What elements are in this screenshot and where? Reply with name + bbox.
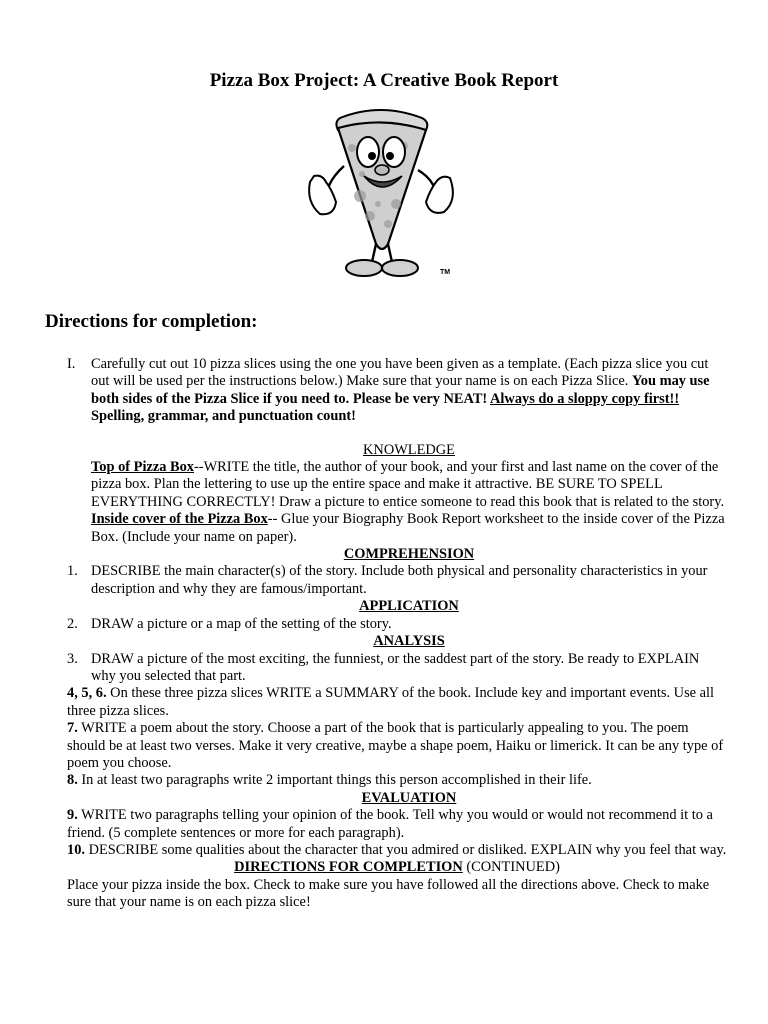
directions-heading: Directions for completion: <box>45 311 258 332</box>
analysis-heading: ANALYSIS <box>373 633 445 650</box>
item-9 <box>67 807 727 842</box>
application-heading: APPLICATION <box>359 598 459 615</box>
item-3-number: 3. <box>67 650 78 667</box>
item-10-text: DESCRIBE some qualities about the character that you admired or disliked. EXPLAIN why you feel that way. <box>85 841 727 858</box>
item-8 <box>67 772 727 789</box>
pizza-slice-mascot-icon <box>300 104 460 282</box>
item-4-5-6-number: 4, 5, 6. <box>67 685 107 702</box>
item-2-text: DRAW a picture or a map of the setting of the story. <box>91 615 392 632</box>
item-1-text: DESCRIBE the main character(s) of the story. Include both physical and personality characteristics in your description and why they are famous/important. <box>91 563 708 597</box>
item-10-number: 10. <box>67 841 85 858</box>
completion-text: Place your pizza inside the box. Check to make sure you have followed all the directions above. Check to make sure that your name is on each pizza slice! <box>67 876 710 911</box>
item-3 <box>67 651 727 686</box>
evaluation-heading: EVALUATION <box>361 789 457 806</box>
instruction-item-i <box>67 356 727 426</box>
instruction-i-bold-end: Spelling, grammar, and punctuation count! <box>91 408 356 425</box>
instruction-i-bold: You may use both sides of the Pizza Slice if you need to. Please be very NEAT! <box>91 373 710 407</box>
top-of-box-paragraph <box>91 459 727 511</box>
item-1-number: 1. <box>67 563 78 580</box>
item-7 <box>67 720 727 772</box>
item-4-5-6 <box>67 685 727 720</box>
completion-heading: DIRECTIONS FOR COMPLETION <box>234 859 463 876</box>
item-2-number: 2. <box>67 615 78 632</box>
completion-heading-row <box>67 859 727 876</box>
item-7-number: 7. <box>67 720 78 737</box>
item-10 <box>67 842 727 859</box>
item-9-text: WRITE two paragraphs telling your opinion of the book. Tell why you would or would not recommend it to a friend. (5 complete sentences or more for each paragraph). <box>67 807 713 841</box>
instruction-i-intro: Carefully cut out 10 pizza slices using the one you have been given as a template. (Each pizza slice you cut out will be used per the instructions below.) Make sure that your name is on each Pizza Slice. <box>91 356 709 390</box>
item-1 <box>67 563 727 598</box>
item-9-number: 9. <box>67 807 78 824</box>
sloppy-copy-note: Always do a sloppy copy first!! <box>490 390 680 407</box>
inside-cover-text: -- Glue your Biography Book Report worksheet to the inside cover of the Pizza Box. (Include your name on paper). <box>91 511 725 545</box>
item-2 <box>67 616 727 633</box>
knowledge-section <box>67 442 727 546</box>
item-4-5-6-text: On these three pizza slices WRITE a SUMMARY of the book. Include key and important events. Use all three pizza slices. <box>67 685 715 719</box>
top-of-box-label: Top of Pizza Box <box>91 459 195 476</box>
instruction-i-text <box>91 356 727 426</box>
roman-numeral-i: I. <box>67 356 76 372</box>
trademark-mark: TM <box>440 269 451 276</box>
item-7-text: WRITE a poem about the story. Choose a part of the book that is particularly appealing to you. The poem should be at least two verses. Make it very creative, maybe a shape poem, Haiku or limerick. It can be any type of poem you choose. <box>67 720 724 771</box>
directions-body <box>67 356 727 912</box>
comprehension-heading: COMPREHENSION <box>343 546 475 563</box>
inside-cover-paragraph <box>91 511 727 546</box>
knowledge-heading: KNOWLEDGE <box>363 441 455 458</box>
item-8-text: In at least two paragraphs write 2 important things this person accomplished in their life. <box>77 772 592 789</box>
completion-heading-suffix: (CONTINUED) <box>462 859 560 876</box>
item-8-number: 8. <box>67 772 78 789</box>
item-3-text: DRAW a picture of the most exciting, the funniest, or the saddest part of the story. Be ready to EXPLAIN why you selected that part. <box>91 650 700 684</box>
page-title: Pizza Box Project: A Creative Book Report <box>209 70 559 91</box>
inside-cover-label: Inside cover of the Pizza Box <box>91 511 268 528</box>
top-of-box-text: --WRITE the title, the author of your book, and your first and last name on the cover of the pizza box. Plan the lettering to use up the entire space and make it attractive. BE SURE TO SPELL EVERYTHING CORRECTLY! Draw a picture to entice someone to read this book that is related to the story. <box>91 459 725 510</box>
